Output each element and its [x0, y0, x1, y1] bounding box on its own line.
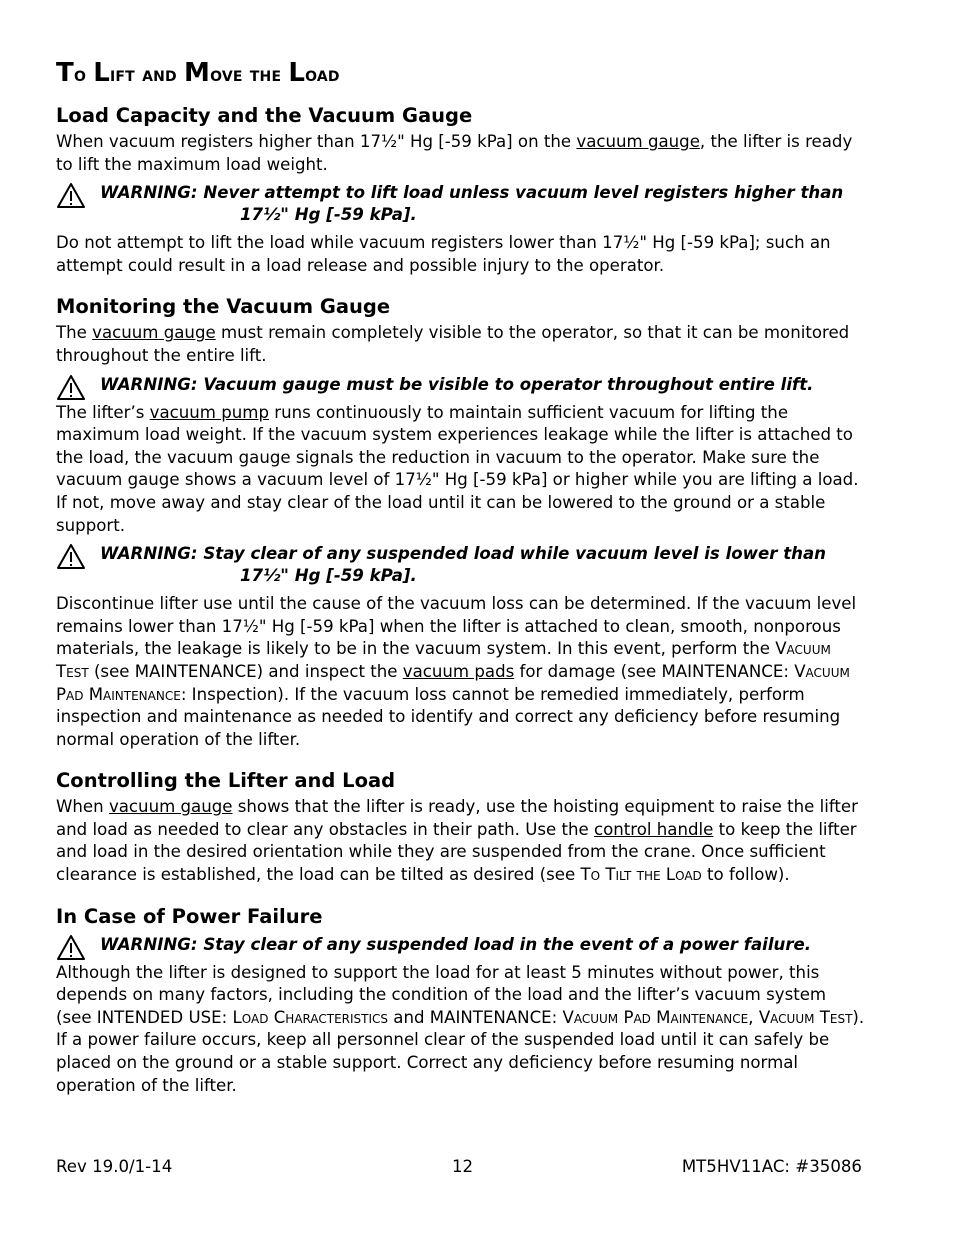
warning-text: WARNING: Stay clear of any suspended load while vacuum level is lower than [100, 544, 826, 564]
warning-text-cont: 17½" Hg [-59 kPa]. [240, 566, 417, 586]
paragraph: The vacuum gauge must remain completely visible to the operator, so that it can be monitored throughout the entire lift. [56, 323, 850, 365]
warning-block [56, 374, 866, 396]
warning-triangle-icon [56, 374, 86, 401]
control-handle-link: control handle [594, 819, 714, 839]
paragraph: Although the lifter is designed to support the load for at least 5 minutes without power, this depends on many factors, including the condition of the load and the lifter’s vacuum system (see INTENDED USE: Load Characteristics and MAINTENANCE: Vacuum Pad Maintenance, Vacuum Test). If a power failure occurs, keep all personnel clear of the suspended load until it can safely be placed on the ground or a stable support. Correct any deficiency before resuming normal operation of the lifter. [56, 962, 865, 1095]
vacuum-pads-link: vacuum pads [402, 661, 515, 681]
vacuum-gauge-link: vacuum gauge [108, 797, 233, 817]
warning-text: WARNING: Stay clear of any suspended load in the event of a power failure. [100, 934, 812, 954]
paragraph: Do not attempt to lift the load while vacuum registers lower than 17½" Hg [-59 kPa]; such an attempt could result in a load release and possible injury to the operator. [56, 233, 831, 275]
section-power-failure [56, 905, 866, 1098]
vacuum-pump-link: vacuum pump [149, 402, 269, 422]
footer-page-number: 12 [452, 1157, 474, 1176]
section-heading: Load Capacity and the Vacuum Gauge [56, 104, 473, 127]
paragraph: The lifter’s vacuum pump runs continuously to maintain sufficient vacuum for lifting the maximum load weight. If the vacuum system experiences leakage while the lifter is attached to the load, the vacuum gauge signals the reduction in vacuum to the operator. Make sure the vacuum gauge shows a vacuum level of 17½" Hg [-59 kPa] or higher while you are lifting a load. If not, move away and stay clear of the load until it can be lowered to the ground or a stable support. [56, 402, 859, 535]
footer-revision: Rev 19.0/1-14 [56, 1157, 173, 1176]
section-monitoring [56, 295, 866, 751]
paragraph: When vacuum gauge shows that the lifter is ready, use the hoisting equipment to raise the lifter and load as needed to clear any obstacles in their path. Use the control handle to keep the lifter and load in the desired orientation while they are suspended from the crane. Once sufficient clearance is established, the load can be tilted as desired (see To Tilt the Load to follow). [56, 797, 858, 885]
section-heading: Controlling the Lifter and Load [56, 769, 396, 793]
warning-block [56, 543, 866, 587]
warning-block [56, 934, 866, 956]
section-heading: In Case of Power Failure [56, 904, 323, 928]
section-controlling [56, 769, 866, 886]
section-load-capacity [56, 104, 866, 277]
warning-text-cont: 17½" Hg [-59 kPa]. [240, 205, 417, 225]
page-title: To Lift and Move the Load [56, 58, 340, 88]
warning-text: WARNING: Vacuum gauge must be visible to operator throughout entire lift. [100, 374, 814, 394]
footer-model-number: MT5HV11AC: #35086 [681, 1157, 862, 1176]
warning-block [56, 182, 866, 226]
vacuum-gauge-link: vacuum gauge [92, 323, 216, 343]
warning-triangle-icon [56, 934, 86, 961]
section-heading: Monitoring the Vacuum Gauge [56, 295, 391, 319]
document-page [56, 58, 866, 1115]
vacuum-gauge-link: vacuum gauge [576, 132, 700, 151]
paragraph: Discontinue lifter use until the cause of the vacuum loss can be determined. If the vacuum level remains lower than 17½" Hg [-59 kPa] when the lifter is attached to clean, smooth, nonporous materials, the leakage is likely to be in the vacuum system. In this event, perform the Vacuum Test (see MAINTENANCE) and inspect the vacuum pads for damage (see MAINTENANCE: Vacuum Pad Maintenance: Inspection). If the vacuum loss cannot be remedied immediately, perform inspection and maintenance as needed to identify and correct any deficiency before resuming normal operation of the lifter. [56, 594, 857, 749]
warning-text: WARNING: Never attempt to lift load unless vacuum level registers higher than [100, 183, 844, 203]
paragraph: When vacuum registers higher than 17½" Hg [-59 kPa] on the vacuum gauge, the lifter is ready to lift the maximum load weight. [56, 132, 853, 174]
warning-triangle-icon [56, 543, 86, 570]
warning-triangle-icon [56, 182, 86, 209]
